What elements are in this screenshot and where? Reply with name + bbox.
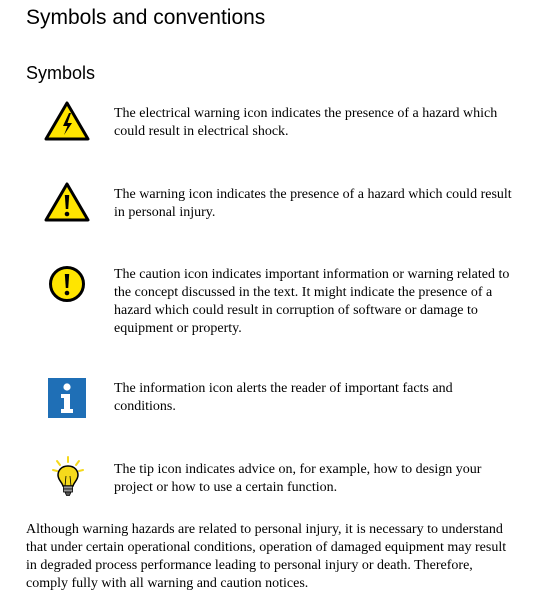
symbol-description: The information icon alerts the reader of important facts and conditions.	[114, 381, 453, 414]
symbol-description: The electrical warning icon indicates the presence of a hazard which could result in electrical shock.	[114, 106, 498, 139]
caution-icon	[48, 265, 86, 303]
closing-paragraph: Although warning hazards are related to personal injury, it is necessary to understand that under certain operational conditions, operation of damaged equipment may result in degraded process performance leading to personal injury or death. Therefore, comply fully with all warning and caution notices.	[26, 522, 507, 591]
information-icon	[48, 378, 86, 418]
warning-icon	[43, 181, 91, 223]
symbol-description: The warning icon indicates the presence of a hazard which could result in personal injury.	[114, 187, 512, 220]
symbol-description: The tip icon indicates advice on, for example, how to design your project or how to use a certain function.	[114, 462, 482, 495]
symbol-description: The caution icon indicates important information or warning related to the concept discussed in the text. It might indicate the presence of a hazard which could result in corruption of software or damage to equipment or property.	[114, 267, 510, 336]
section-heading-symbols: Symbols	[26, 63, 96, 83]
tip-icon	[52, 456, 84, 500]
electrical-warning-icon	[43, 100, 91, 142]
page-title: Symbols and conventions	[26, 6, 266, 29]
